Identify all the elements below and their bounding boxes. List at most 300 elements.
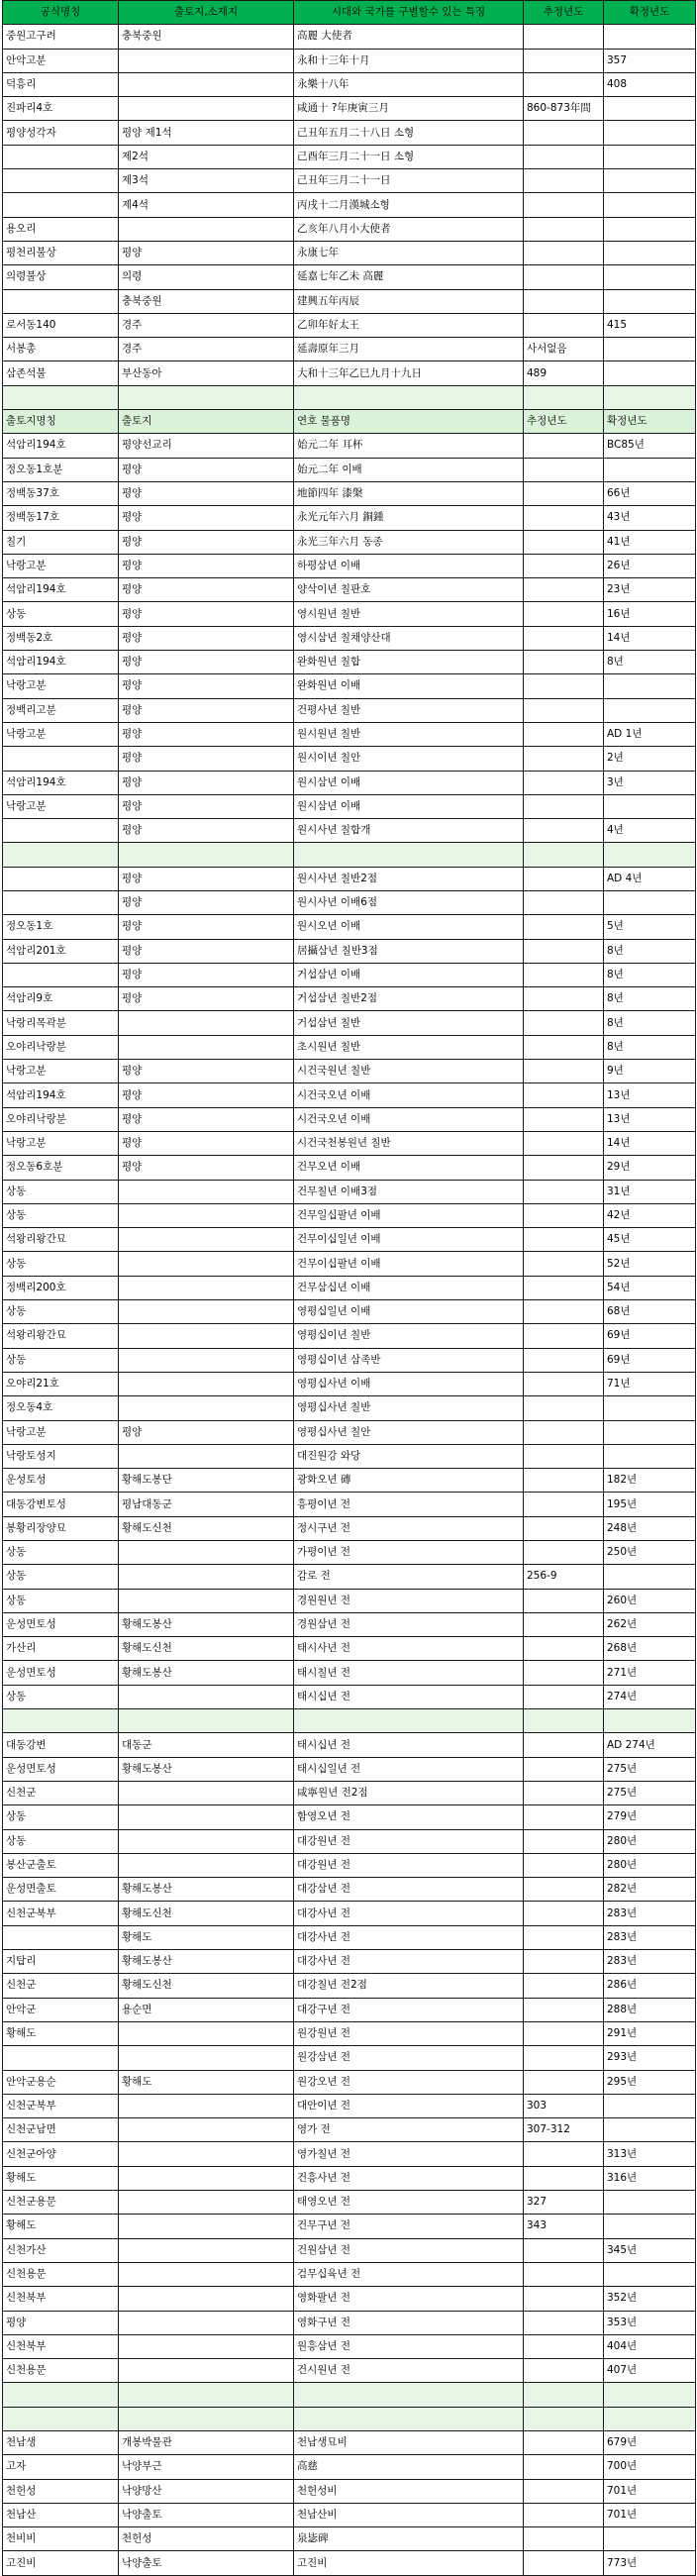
table-cell: 석암리194호 xyxy=(3,1083,119,1107)
table-cell xyxy=(524,530,604,554)
table-cell xyxy=(524,1011,604,1035)
table-cell: 운성면토성 xyxy=(3,1661,119,1685)
table-cell: 신천군북부 xyxy=(3,2094,119,2117)
table-cell: 16년 xyxy=(604,602,696,626)
table-cell xyxy=(524,25,604,49)
table-cell xyxy=(524,602,604,626)
table-row xyxy=(3,819,696,843)
table-cell xyxy=(524,265,604,289)
table-cell xyxy=(524,987,604,1011)
table-cell xyxy=(119,72,294,96)
table-cell: 700년 xyxy=(604,2455,696,2479)
table-cell xyxy=(524,1781,604,1804)
table-cell xyxy=(524,1878,604,1902)
table-cell xyxy=(119,1348,294,1372)
table-cell: 5년 xyxy=(604,915,696,939)
table-cell: 정시구년 전 xyxy=(294,1516,524,1540)
table-cell xyxy=(524,169,604,193)
table-cell: 평양 xyxy=(119,626,294,650)
table-cell: 고진비 xyxy=(294,2551,524,2575)
table-cell: 26년 xyxy=(604,554,696,577)
table-cell: 283년 xyxy=(604,1925,696,1949)
table-row xyxy=(3,1156,696,1180)
table-cell: 상동 xyxy=(3,1203,119,1227)
table-cell xyxy=(3,169,119,193)
table-cell: 평양 xyxy=(119,506,294,530)
table-cell xyxy=(604,2383,696,2407)
table-cell: 평양 제1석 xyxy=(119,121,294,145)
table-cell: 정백리고분 xyxy=(3,698,119,722)
table-cell: 완화원년 이배 xyxy=(294,674,524,698)
table-cell xyxy=(604,2215,696,2238)
table-row xyxy=(3,2118,696,2142)
table-cell: 황해도봉산 xyxy=(119,1661,294,1685)
table-cell: 영가칠년 전 xyxy=(294,2142,524,2166)
table-cell: 상동 xyxy=(3,1565,119,1589)
table-cell: 평양 xyxy=(119,1083,294,1107)
table-cell xyxy=(604,890,696,914)
table-cell xyxy=(3,2407,119,2430)
table-cell xyxy=(119,1276,294,1299)
table-cell xyxy=(524,963,604,986)
table-cell: 원강오년 전 xyxy=(294,2070,524,2094)
table-cell: 칠기 xyxy=(3,530,119,554)
table-cell: 낙랑고분 xyxy=(3,554,119,577)
table-row xyxy=(3,1083,696,1107)
table-cell: 303 xyxy=(524,2094,604,2117)
table-row xyxy=(3,2287,696,2311)
table-cell: 대강원년 전 xyxy=(294,1829,524,1853)
table-cell xyxy=(119,2359,294,2383)
table-cell xyxy=(119,97,294,121)
table-cell xyxy=(3,747,119,771)
table-cell: 상동 xyxy=(3,1252,119,1276)
table-cell: 신천군 xyxy=(3,1781,119,1804)
table-row xyxy=(3,2551,696,2575)
table-cell: 낙랑고분 xyxy=(3,674,119,698)
table-row xyxy=(3,2094,696,2117)
table-cell: 함영오년 전 xyxy=(294,1805,524,1829)
table-cell: 泉毖碑 xyxy=(294,2527,524,2551)
table-cell xyxy=(524,121,604,145)
header-cell: 확정년도 xyxy=(604,1,696,25)
table-cell: 원시삼년 이배 xyxy=(294,771,524,794)
table-cell xyxy=(119,1829,294,1853)
table-cell: 평양 xyxy=(119,987,294,1011)
table-cell: 408 xyxy=(604,72,696,96)
table-cell: 己丑年三月二十一日 xyxy=(294,169,524,193)
table-cell: 신천용문 xyxy=(3,2262,119,2286)
table-cell xyxy=(524,1974,604,1998)
table-row xyxy=(3,1060,696,1083)
table-cell: 가평이년 전 xyxy=(294,1541,524,1565)
table-cell xyxy=(524,49,604,72)
header-cell: 출토지,소재지 xyxy=(119,1,294,25)
table-cell: 23년 xyxy=(604,578,696,602)
table-cell: 701년 xyxy=(604,2503,696,2526)
table-cell: 66년 xyxy=(604,481,696,505)
table-cell: 2년 xyxy=(604,747,696,771)
table-cell: 343 xyxy=(524,2215,604,2238)
table-cell xyxy=(119,1853,294,1877)
table-cell xyxy=(524,458,604,481)
table-cell: 확정년도 xyxy=(604,410,696,434)
table-cell xyxy=(119,2287,294,2311)
table-cell: 대강원년 전 xyxy=(294,1853,524,1877)
table-cell: 봉산군출토 xyxy=(3,1853,119,1877)
table-cell: 건무이십팔년 이배 xyxy=(294,1252,524,1276)
table-cell: 천비비 xyxy=(3,2527,119,2551)
table-row xyxy=(3,1516,696,1540)
table-row xyxy=(3,963,696,986)
table-cell xyxy=(524,1156,604,1180)
table-cell xyxy=(524,1131,604,1155)
table-cell xyxy=(119,1781,294,1804)
table-cell: 용오리 xyxy=(3,217,119,241)
table-cell: 248년 xyxy=(604,1516,696,1540)
table-cell xyxy=(3,385,119,409)
table-cell: 검무십육년 전 xyxy=(294,2262,524,2286)
table-cell: 낙양출토 xyxy=(119,2551,294,2575)
table-row xyxy=(3,2142,696,2166)
table-row xyxy=(3,1252,696,1276)
table-row xyxy=(3,458,696,481)
table-cell: 701년 xyxy=(604,2479,696,2503)
table-cell xyxy=(604,169,696,193)
table-row xyxy=(3,1300,696,1324)
table-cell xyxy=(119,2383,294,2407)
table-cell xyxy=(119,1228,294,1252)
table-cell xyxy=(524,1180,604,1203)
table-cell: 석암리9호 xyxy=(3,987,119,1011)
table-row xyxy=(3,674,696,698)
table-cell: 로서동140 xyxy=(3,313,119,337)
table-cell: 신천군북부 xyxy=(3,1902,119,1925)
table-cell: 대강사년 전 xyxy=(294,1925,524,1949)
table-cell: 낙랑고분 xyxy=(3,794,119,818)
table-cell: 353년 xyxy=(604,2311,696,2334)
table-cell: 평양 xyxy=(119,481,294,505)
table-cell xyxy=(604,2191,696,2215)
table-cell xyxy=(119,2311,294,2334)
table-cell: 연호 물품명 xyxy=(294,410,524,434)
table-cell: 정백동2호 xyxy=(3,626,119,650)
table-row xyxy=(3,1396,696,1420)
table-cell xyxy=(604,843,696,867)
table-cell: 낙랑고분 xyxy=(3,1060,119,1083)
table-cell: 정오동4호 xyxy=(3,1396,119,1420)
table-cell: 영시삼년 칠채양산대 xyxy=(294,626,524,650)
table-cell xyxy=(524,2287,604,2311)
table-cell xyxy=(524,698,604,722)
table-cell: 안악고분 xyxy=(3,49,119,72)
table-cell: 延壽原年三月 xyxy=(294,338,524,361)
table-cell: 居攝삼년 칠반3점 xyxy=(294,939,524,963)
table-cell: 황해도신천 xyxy=(119,1637,294,1661)
table-row xyxy=(3,338,696,361)
table-cell: 대강칠년 전2점 xyxy=(294,1974,524,1998)
table-cell: 42년 xyxy=(604,1203,696,1227)
table-cell xyxy=(604,1709,696,1733)
table-cell: 영화구년 전 xyxy=(294,2311,524,2334)
table-cell: 부산동아 xyxy=(119,361,294,385)
table-cell: 182년 xyxy=(604,1469,696,1493)
table-cell xyxy=(524,1348,604,1372)
table-cell: 신천북부 xyxy=(3,2287,119,2311)
table-cell: 낙랑고분 xyxy=(3,1131,119,1155)
table-cell: 地節四年 漆槃 xyxy=(294,481,524,505)
table-row xyxy=(3,241,696,264)
table-row xyxy=(3,651,696,674)
separator-row xyxy=(3,2383,696,2407)
table-cell: 낙랑고분 xyxy=(3,1420,119,1444)
table-cell: AD 1년 xyxy=(604,722,696,746)
table-cell: 황해도봉산 xyxy=(119,1612,294,1636)
table-cell: 가산리 xyxy=(3,1637,119,1661)
table-cell: 己丑年五月二十八日 소형 xyxy=(294,121,524,145)
table-cell: 대동강변 xyxy=(3,1733,119,1757)
table-cell: 271년 xyxy=(604,1661,696,1685)
table-row xyxy=(3,867,696,890)
table-cell: 완화원년 칠합 xyxy=(294,651,524,674)
table-cell xyxy=(524,554,604,577)
table-cell: 평양 xyxy=(119,674,294,698)
table-cell: 원강원년 전 xyxy=(294,2021,524,2045)
table-cell: 건원삼년 전 xyxy=(294,2238,524,2262)
table-cell: 평양 xyxy=(119,771,294,794)
table-cell: 건평사년 칠반 xyxy=(294,698,524,722)
table-cell xyxy=(119,1444,294,1468)
table-cell: 하평삼년 이배 xyxy=(294,554,524,577)
table-cell: 327 xyxy=(524,2191,604,2215)
table-row xyxy=(3,698,696,722)
table-cell xyxy=(524,674,604,698)
table-cell xyxy=(524,1709,604,1733)
table-cell: 352년 xyxy=(604,2287,696,2311)
table-cell: 8년 xyxy=(604,651,696,674)
table-cell xyxy=(604,25,696,49)
table-cell xyxy=(119,2142,294,2166)
table-cell: 404년 xyxy=(604,2334,696,2358)
table-cell xyxy=(524,1925,604,1949)
table-cell: 13년 xyxy=(604,1107,696,1131)
table-cell: 시건국원년 칠반 xyxy=(294,1060,524,1083)
table-cell: 추정년도 xyxy=(524,410,604,434)
table-cell: 낙양망산 xyxy=(119,2479,294,2503)
table-cell: 용순면 xyxy=(119,1998,294,2021)
table-cell: 의령불상 xyxy=(3,265,119,289)
table-cell xyxy=(604,2094,696,2117)
table-cell xyxy=(119,1252,294,1276)
table-cell: 평양성각자 xyxy=(3,121,119,145)
table-cell: 永康七年 xyxy=(294,241,524,264)
table-cell: 45년 xyxy=(604,1228,696,1252)
table-row xyxy=(3,2334,696,2358)
table-cell xyxy=(119,385,294,409)
table-row xyxy=(3,289,696,313)
table-cell: 평양 xyxy=(119,747,294,771)
table-cell: 313년 xyxy=(604,2142,696,2166)
table-cell: 삼존석불 xyxy=(3,361,119,385)
table-cell: 평양 xyxy=(119,1107,294,1131)
table-cell xyxy=(524,481,604,505)
table-cell: 永樂十八年 xyxy=(294,72,524,96)
table-cell xyxy=(524,2046,604,2070)
table-cell xyxy=(524,2430,604,2454)
table-cell: 영평십사년 칠안 xyxy=(294,1420,524,1444)
table-cell: 평양 xyxy=(119,554,294,577)
table-cell: 원시원년 칠반 xyxy=(294,722,524,746)
table-cell: 흥평이년 전 xyxy=(294,1493,524,1516)
table-cell xyxy=(119,217,294,241)
table-cell xyxy=(119,1011,294,1035)
table-row xyxy=(3,626,696,650)
table-cell xyxy=(3,843,119,867)
table-cell: 평양 xyxy=(119,915,294,939)
table-cell: 상동 xyxy=(3,1589,119,1612)
table-cell: 대동강변토성 xyxy=(3,1493,119,1516)
table-cell xyxy=(604,458,696,481)
table-cell: 황해도 xyxy=(3,2166,119,2190)
table-cell: 평천리불상 xyxy=(3,241,119,264)
table-cell xyxy=(604,385,696,409)
table-cell: 대동군 xyxy=(119,1733,294,1757)
table-cell: 석암리201호 xyxy=(3,939,119,963)
table-cell: 충북중원 xyxy=(119,25,294,49)
table-cell: 평양 xyxy=(119,602,294,626)
table-cell: 13년 xyxy=(604,1083,696,1107)
table-cell: 석왕리왕간묘 xyxy=(3,1228,119,1252)
table-cell xyxy=(119,2094,294,2117)
table-cell: 31년 xyxy=(604,1180,696,1203)
table-cell: 256-9 xyxy=(524,1565,604,1589)
table-cell xyxy=(604,2407,696,2430)
table-cell: 283년 xyxy=(604,1950,696,1974)
table-cell: 사서없음 xyxy=(524,338,604,361)
table-cell: 29년 xyxy=(604,1156,696,1180)
table-row xyxy=(3,987,696,1011)
table-cell: 평남대동군 xyxy=(119,1493,294,1516)
table-row xyxy=(3,313,696,337)
table-cell: 감로 전 xyxy=(294,1565,524,1589)
table-cell: 71년 xyxy=(604,1372,696,1395)
table-cell: 천헌성 xyxy=(119,2527,294,2551)
table-cell: 황해도봉단 xyxy=(119,1469,294,1493)
table-cell xyxy=(604,217,696,241)
table-cell: 860-873年間 xyxy=(524,97,604,121)
table-cell xyxy=(604,145,696,168)
table-row xyxy=(3,2479,696,2503)
table-cell xyxy=(524,651,604,674)
table-cell xyxy=(524,1829,604,1853)
table-cell: 영평십사년 칠반 xyxy=(294,1396,524,1420)
table-cell xyxy=(119,1589,294,1612)
table-cell xyxy=(119,1565,294,1589)
table-cell: 773년 xyxy=(604,2551,696,2575)
table-cell xyxy=(524,1203,604,1227)
table-row xyxy=(3,1565,696,1589)
table-cell xyxy=(294,2383,524,2407)
table-cell: 개봉박물관 xyxy=(119,2430,294,2454)
table-row xyxy=(3,890,696,914)
table-cell xyxy=(294,843,524,867)
table-cell xyxy=(604,193,696,217)
table-cell xyxy=(119,1203,294,1227)
table-row xyxy=(3,794,696,818)
table-cell: 평양 xyxy=(119,722,294,746)
table-cell xyxy=(524,1252,604,1276)
table-row xyxy=(3,2021,696,2045)
table-cell: 咸寧원년 전2점 xyxy=(294,1781,524,1804)
table-cell xyxy=(524,1469,604,1493)
header-cell: 추정년도 xyxy=(524,1,604,25)
table-row xyxy=(3,1011,696,1035)
table-cell xyxy=(524,506,604,530)
table-cell xyxy=(604,241,696,264)
table-row xyxy=(3,1276,696,1299)
table-cell: 평양 xyxy=(119,458,294,481)
table-row xyxy=(3,1493,696,1516)
table-cell xyxy=(604,289,696,313)
table-cell: 己酉年三月二十一日 소형 xyxy=(294,145,524,168)
table-row xyxy=(3,747,696,771)
table-cell: 영평십이년 칠반 xyxy=(294,1324,524,1348)
table-cell: 운성면출토 xyxy=(3,1878,119,1902)
table-cell: 거섭삼년 칠반2점 xyxy=(294,987,524,1011)
table-cell: 咸通十 ?年庚寅三月 xyxy=(294,97,524,121)
table-cell: 신천북부 xyxy=(3,2334,119,2358)
table-cell xyxy=(524,1493,604,1516)
table-cell: 평양 xyxy=(119,963,294,986)
table-cell xyxy=(524,1805,604,1829)
table-cell xyxy=(119,2215,294,2238)
table-cell: 41년 xyxy=(604,530,696,554)
table-cell xyxy=(604,794,696,818)
table-cell xyxy=(524,1950,604,1974)
table-cell: 대강삼년 전 xyxy=(294,1878,524,1902)
table-cell: 안악군용순 xyxy=(3,2070,119,2094)
table-cell xyxy=(604,2262,696,2286)
table-cell xyxy=(604,97,696,121)
table-row xyxy=(3,1853,696,1877)
table-row xyxy=(3,2238,696,2262)
table-cell: 평양 xyxy=(119,530,294,554)
table-cell xyxy=(524,794,604,818)
table-cell: 시건국천봉원년 칠반 xyxy=(294,1131,524,1155)
table-cell: 407년 xyxy=(604,2359,696,2383)
table-cell: 태영오년 전 xyxy=(294,2191,524,2215)
table-cell: 초시원년 칠반 xyxy=(294,1035,524,1059)
table-cell: 석암리194호 xyxy=(3,771,119,794)
table-cell: 거섭삼년 이배 xyxy=(294,963,524,986)
table-cell: 천남산비 xyxy=(294,2503,524,2526)
table-cell: 석왕리왕간묘 xyxy=(3,1324,119,1348)
table-cell: 황해도신천 xyxy=(119,1902,294,1925)
separator-row xyxy=(3,2407,696,2430)
table-cell: 274년 xyxy=(604,1685,696,1708)
table-cell xyxy=(524,1902,604,1925)
table-cell: 원강삼년 전 xyxy=(294,2046,524,2070)
table-cell: 평양 xyxy=(119,890,294,914)
table-cell: 8년 xyxy=(604,1035,696,1059)
table-row xyxy=(3,217,696,241)
table-row xyxy=(3,771,696,794)
table-cell xyxy=(524,145,604,168)
table-row xyxy=(3,1974,696,1998)
table-cell: 평양 xyxy=(119,1131,294,1155)
table-cell: 14년 xyxy=(604,1131,696,1155)
table-cell: 43년 xyxy=(604,506,696,530)
